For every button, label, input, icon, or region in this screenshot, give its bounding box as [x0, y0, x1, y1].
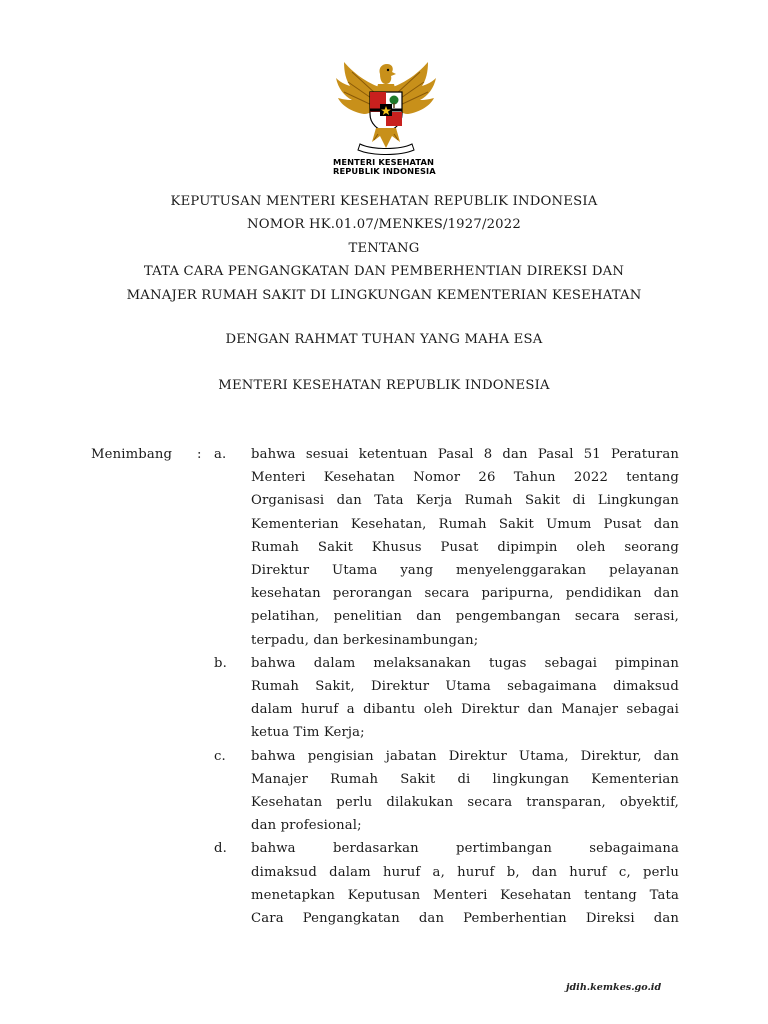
text-line: Kesehatan perlu dilakukan secara transparan, obyektif, — [251, 794, 679, 810]
text-line: bahwa dalam melaksanakan tugas sebagai pimpinan — [251, 655, 679, 671]
rahmat-text: DENGAN RAHMAT TUHAN YANG MAHA ESA — [225, 332, 543, 347]
text-line: bahwa pengisian jabatan Direktur Utama, Direktur, dan — [251, 748, 679, 764]
text-line: Organisasi dan Tata Kerja Rumah Sakit di Lingkungan — [251, 493, 679, 509]
text-line: bahwa sesuai ketentuan Pasal 8 dan Pasal 51 Peraturan — [251, 447, 679, 462]
text-line: dalam huruf a dibantu oleh Direktur dan Manajer sebagai — [251, 702, 679, 718]
text-line: Kementerian Kesehatan, Rumah Sakit Umum Pusat dan — [251, 516, 679, 532]
heading-subject-line-1: TATA CARA PENGANGKATAN DAN PEMBERHENTIAN DIREKSI DAN — [143, 264, 625, 280]
text-line: menetapkan Keputusan Menteri Kesehatan tentang Tata — [251, 887, 679, 903]
text-line: Rumah Sakit, Direktur Utama sebagaimana dimaksud — [251, 678, 679, 694]
menimbang-colon: : — [197, 447, 202, 462]
text-line: pelatihan, penelitian dan pengembangan secara serasi, — [251, 609, 679, 625]
item-text — [251, 745, 679, 838]
text-line: Rumah Sakit Khusus Pusat dipimpin oleh seorang — [251, 539, 679, 555]
menimbang-label: Menimbang — [91, 447, 173, 462]
item-marker: a. — [214, 447, 227, 462]
item-text — [251, 652, 679, 745]
text-line: Menteri Kesehatan Nomor 26 Tahun 2022 tentang — [251, 470, 679, 486]
text-line: ketua Tim Kerja; — [251, 725, 365, 741]
text-line: Direktur Utama yang menyelenggarakan pelayanan — [251, 562, 679, 578]
heading-subject-line-2: MANAJER RUMAH SAKIT DI LINGKUNGAN KEMENTERIAN KESEHATAN — [126, 287, 642, 303]
text-line: kesehatan perorangan secara paripurna, pendidikan dan — [251, 586, 679, 602]
text-line: bahwa berdasarkan pertimbangan sebagaimana — [251, 841, 679, 857]
menteri-line — [0, 374, 768, 397]
footer-url: jdih.kemkes.go.id — [566, 982, 662, 993]
text-line: Cara Pengangkatan dan Pemberhentian Direksi dan — [251, 910, 679, 926]
item-marker: d. — [214, 841, 227, 857]
menteri-text: MENTERI KESEHATAN REPUBLIK INDONESIA — [218, 378, 550, 393]
garuda-emblem — [330, 58, 442, 176]
heading-tentang: TENTANG — [348, 240, 420, 256]
text-line: dimaksud dalam huruf a, huruf b, dan huruf c, perlu — [251, 864, 679, 880]
item-text — [251, 837, 679, 930]
item-marker: c. — [214, 748, 226, 764]
document-heading — [0, 190, 768, 307]
text-line: terpadu, dan berkesinambungan; — [251, 632, 479, 648]
emblem-caption-line-2: REPUBLIK INDONESIA — [333, 166, 436, 176]
heading-number: NOMOR HK.01.07/MENKES/1927/2022 — [247, 217, 521, 233]
item-text — [251, 443, 679, 652]
text-line: dan profesional; — [251, 818, 362, 834]
garuda-icon — [330, 58, 442, 158]
heading-title: KEPUTUSAN MENTERI KESEHATAN REPUBLIK INDONESIA — [170, 194, 598, 209]
emblem-caption-line-1: MENTERI KESEHATAN — [333, 157, 435, 167]
rahmat-line — [0, 328, 768, 351]
item-marker: b. — [214, 655, 227, 671]
text-line: Manajer Rumah Sakit di lingkungan Kementerian — [251, 771, 679, 787]
